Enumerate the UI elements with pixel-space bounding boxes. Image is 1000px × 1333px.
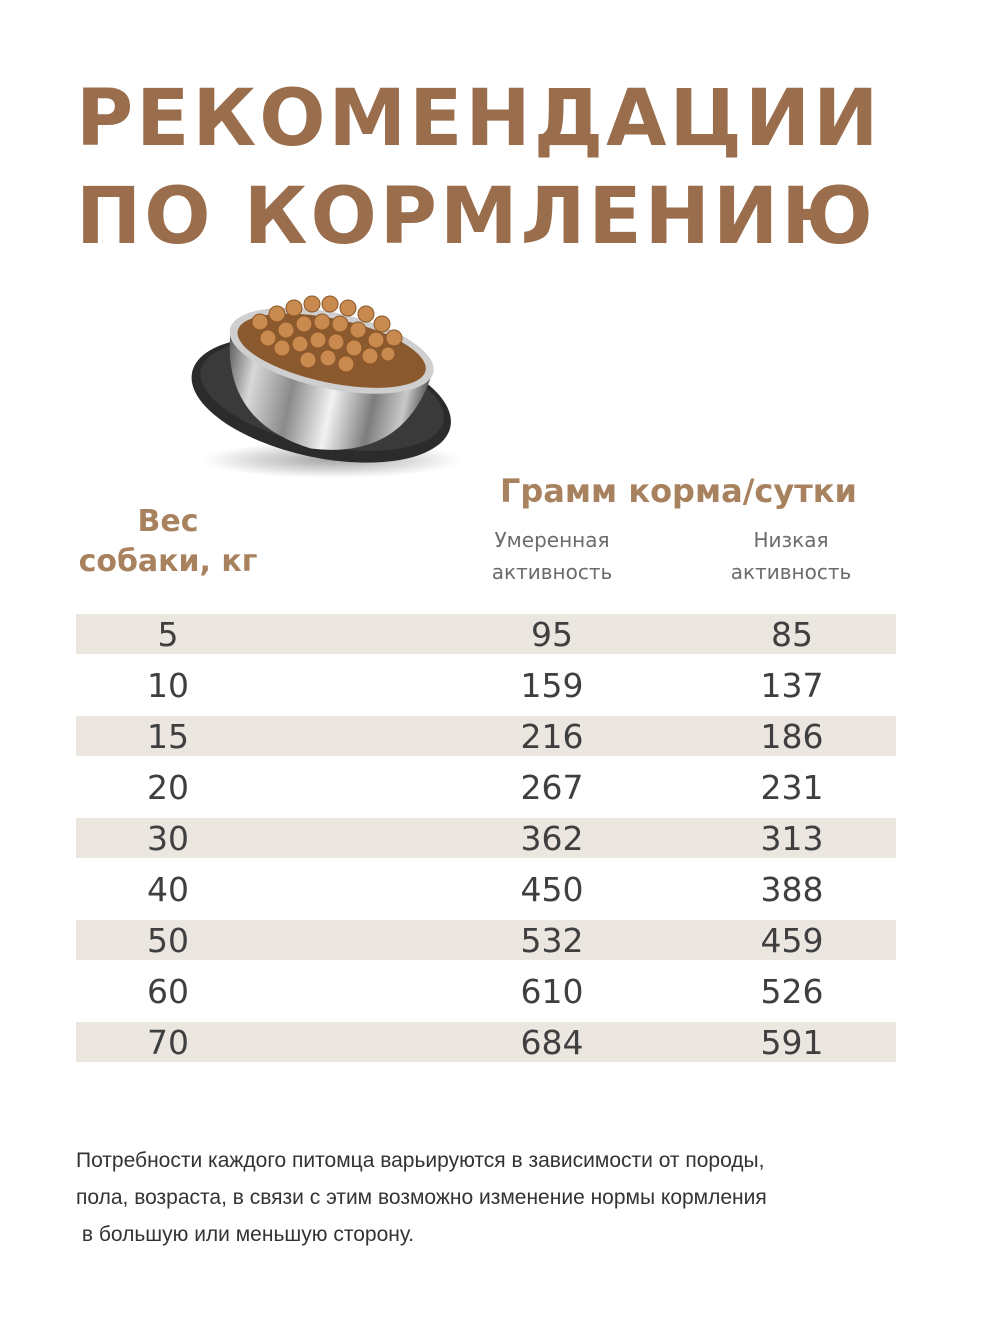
low-cell: 388 [760, 870, 824, 909]
table-row [76, 714, 896, 765]
moderate-cell: 267 [520, 768, 584, 807]
low-header-line-2: активность [730, 560, 852, 584]
title-line-1: РЕКОМЕНДАЦИИ [76, 74, 882, 164]
food-bowl-icon [182, 282, 468, 482]
moderate-cell: 362 [520, 819, 584, 858]
table-row [76, 1020, 896, 1071]
moderate-activity-header [467, 524, 637, 588]
weight-cell: 40 [147, 870, 189, 909]
page-title [76, 70, 881, 266]
low-header-line-1: Низкая [753, 528, 829, 552]
weight-cell: 5 [157, 615, 179, 654]
weight-cell: 70 [147, 1023, 189, 1062]
feeding-table [76, 612, 896, 1071]
title-line-2: ПО КОРМЛЕНИЮ [76, 172, 876, 262]
low-cell: 591 [760, 1023, 824, 1062]
weight-cell: 15 [147, 717, 189, 756]
table-row [76, 918, 896, 969]
footnote-line-3: в большую или меньшую сторону. [76, 1223, 415, 1246]
weight-cell: 50 [147, 921, 189, 960]
moderate-header-line-1: Умеренная [494, 528, 610, 552]
weight-header-line-1: Вес [137, 504, 199, 539]
grams-per-day-header: Грамм корма/сутки [500, 472, 857, 510]
weight-column-header [76, 502, 260, 582]
moderate-cell: 684 [520, 1023, 584, 1062]
weight-cell: 20 [147, 768, 189, 807]
table-row [76, 867, 896, 918]
footnote-line-1: Потребности каждого питомца варьируются в зависимости от породы, [76, 1149, 765, 1172]
low-cell: 313 [760, 819, 824, 858]
moderate-cell: 159 [520, 666, 584, 705]
moderate-header-line-2: активность [491, 560, 613, 584]
low-activity-header [706, 524, 876, 588]
low-cell: 186 [760, 717, 824, 756]
weight-cell: 10 [147, 666, 189, 705]
table-row [76, 765, 896, 816]
table-row [76, 612, 896, 663]
table-row [76, 969, 896, 1020]
moderate-cell: 610 [520, 972, 584, 1011]
moderate-cell: 95 [531, 615, 573, 654]
moderate-cell: 532 [520, 921, 584, 960]
weight-header-line-2: собаки, кг [78, 544, 258, 579]
low-cell: 85 [771, 615, 813, 654]
low-cell: 526 [760, 972, 824, 1011]
low-cell: 459 [760, 921, 824, 960]
table-row [76, 663, 896, 714]
moderate-cell: 450 [520, 870, 584, 909]
low-cell: 137 [760, 666, 824, 705]
low-cell: 231 [760, 768, 824, 807]
weight-cell: 60 [147, 972, 189, 1011]
footnote-line-2: пола, возраста, в связи с этим возможно изменение нормы кормления [76, 1186, 767, 1209]
weight-cell: 30 [147, 819, 189, 858]
footnote [76, 1142, 936, 1253]
table-row [76, 816, 896, 867]
moderate-cell: 216 [520, 717, 584, 756]
